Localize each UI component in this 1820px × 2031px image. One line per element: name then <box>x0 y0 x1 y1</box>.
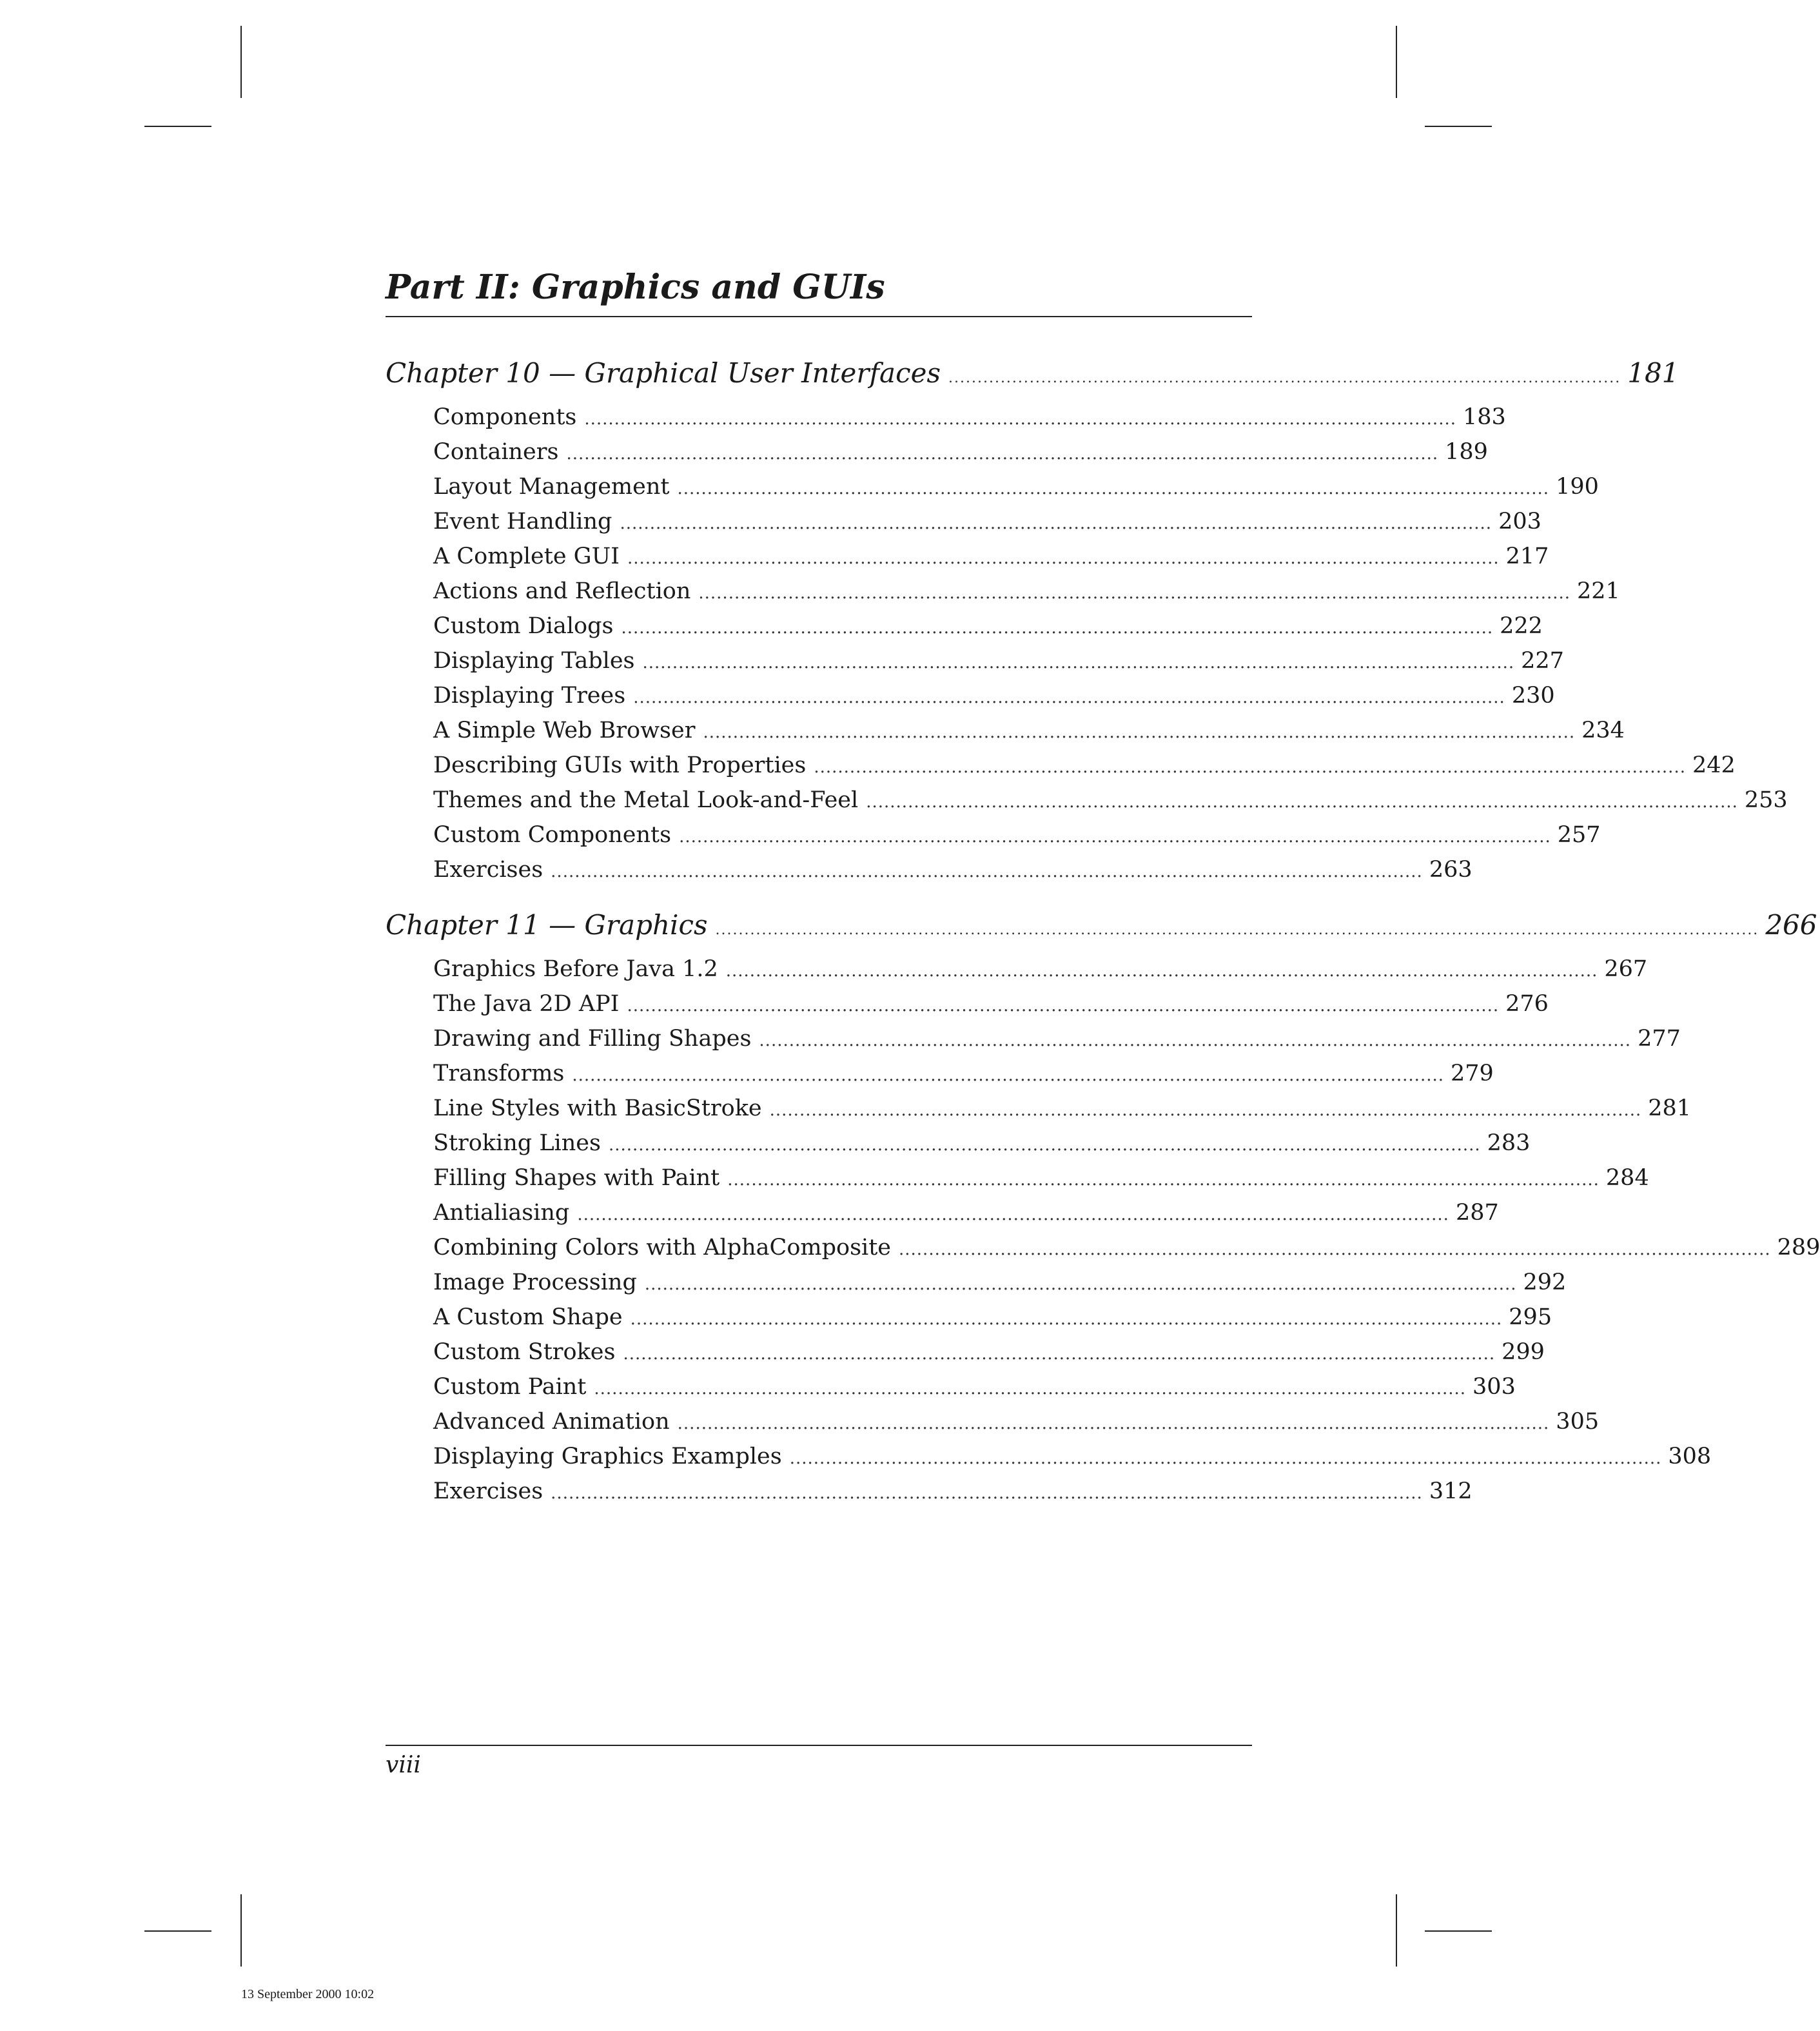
page-folio: viii <box>386 1752 421 1778</box>
dot-leader: .................................................................................................................................................. <box>620 514 1492 533</box>
entry-page-number: 279 <box>1451 1061 1494 1086</box>
dot-leader: .................................................................................................................................................. <box>566 444 1439 464</box>
dot-leader: .................................................................................................................................................. <box>789 1449 1662 1468</box>
entry-title: Image Processing <box>433 1270 637 1295</box>
dot-leader: .................................................................................................................................................. <box>633 688 1505 707</box>
entry-title: Components <box>433 404 577 430</box>
entry-title: Custom Strokes <box>433 1339 616 1365</box>
entry-page-number: 284 <box>1605 1165 1649 1191</box>
dot-leader: .................................................................................................................................................. <box>677 1414 1550 1433</box>
dot-leader: .................................................................................................................................................................................... <box>715 922 1759 938</box>
entry-title: Drawing and Filling Shapes <box>433 1026 752 1052</box>
toc-entry[interactable] <box>433 435 1488 469</box>
entry-title: Custom Paint <box>433 1374 587 1400</box>
entry-title: A Simple Web Browser <box>433 718 696 743</box>
dot-leader: .................................................................................................................... <box>948 370 1621 386</box>
toc-entry[interactable] <box>433 504 1541 539</box>
entry-page-number: 276 <box>1505 991 1549 1017</box>
entry-title: Displaying Tables <box>433 648 635 674</box>
entry-page-number: 289 <box>1777 1235 1820 1261</box>
dot-leader: .................................................................................................................................................. <box>899 1240 1771 1259</box>
toc-entry[interactable] <box>433 1404 1600 1439</box>
crop-mark-bottom-right-horizontal <box>1425 1930 1492 1932</box>
entry-title: Event Handling <box>433 509 612 535</box>
toc-entry[interactable] <box>433 1265 1567 1300</box>
toc-entry[interactable] <box>433 1056 1494 1091</box>
entry-title: Displaying Graphics Examples <box>433 1444 782 1469</box>
entry-page-number: 234 <box>1581 718 1625 743</box>
dot-leader: .................................................................................................................................................. <box>627 996 1500 1016</box>
entry-title: Custom Dialogs <box>433 613 614 639</box>
crop-mark-top-left-horizontal <box>144 126 211 127</box>
table-of-contents <box>386 264 1820 1509</box>
entry-page-number: 230 <box>1511 683 1555 709</box>
entry-page-number: 283 <box>1487 1130 1531 1156</box>
print-timestamp: 13 September 2000 10:02 <box>241 1987 375 2001</box>
entry-page-number: 267 <box>1604 956 1648 982</box>
toc-entry[interactable] <box>433 574 1620 609</box>
part-title-rule <box>386 316 1252 317</box>
toc-entry[interactable] <box>433 1474 1473 1509</box>
toc-entry[interactable] <box>433 469 1599 504</box>
toc-entry[interactable] <box>433 818 1601 852</box>
entry-page-number: 203 <box>1498 509 1541 535</box>
toc-entry[interactable] <box>433 713 1625 748</box>
entry-title: Graphics Before Java 1.2 <box>433 956 718 982</box>
entry-title: Exercises <box>433 857 543 883</box>
toc-entry[interactable] <box>433 1230 1820 1265</box>
chapter-heading[interactable] <box>386 907 1817 944</box>
toc-entry[interactable] <box>433 986 1549 1021</box>
crop-mark-bottom-left-horizontal <box>144 1930 211 1932</box>
toc-entry[interactable] <box>433 1091 1692 1126</box>
toc-entry[interactable] <box>433 1161 1649 1195</box>
toc-entry[interactable] <box>433 1021 1681 1056</box>
entry-title: Themes and the Metal Look-and-Feel <box>433 787 859 813</box>
footer-rule <box>386 1745 1252 1746</box>
chapter-title: Chapter 10 — Graphical User Interfaces <box>386 357 941 389</box>
entry-page-number: 217 <box>1505 544 1549 569</box>
toc-entry[interactable] <box>433 748 1736 783</box>
entry-title: Containers <box>433 439 559 465</box>
crop-mark-top-right-vertical <box>1396 26 1397 98</box>
toc-entry[interactable] <box>433 1369 1516 1404</box>
entry-page-number: 183 <box>1462 404 1506 430</box>
chapter-10 <box>386 355 1788 887</box>
entry-page-number: 257 <box>1557 822 1601 848</box>
chapter-title: Chapter 11 — Graphics <box>386 909 708 941</box>
entry-page-number: 242 <box>1692 752 1736 778</box>
entry-title: Custom Components <box>433 822 672 848</box>
crop-mark-bottom-left-vertical <box>240 1894 242 1967</box>
dot-leader: .................................................................................................................................................. <box>866 792 1738 812</box>
entry-title: Exercises <box>433 1478 543 1504</box>
dot-leader: .................................................................................................................................................. <box>577 1205 1449 1224</box>
dot-leader: .................................................................................................................................................. <box>608 1135 1481 1155</box>
crop-mark-top-right-horizontal <box>1425 126 1492 127</box>
dot-leader: .................................................................................................................................................. <box>677 479 1550 498</box>
entry-title: The Java 2D API <box>433 991 620 1017</box>
chapter-heading[interactable] <box>386 355 1679 392</box>
dot-leader: .................................................................................................................................................. <box>703 723 1576 742</box>
entry-page-number: 303 <box>1473 1374 1516 1400</box>
dot-leader: .................................................................................................................................................. <box>551 1484 1423 1503</box>
entry-title: Filling Shapes with Paint <box>433 1165 720 1191</box>
entry-page-number: 263 <box>1429 857 1473 883</box>
entry-page-number: 227 <box>1521 648 1564 674</box>
section-list <box>386 400 1788 887</box>
entry-page-number: 253 <box>1744 787 1788 813</box>
entry-page-number: 299 <box>1502 1339 1545 1365</box>
section-list <box>386 952 1820 1509</box>
dot-leader: .................................................................................................................................................. <box>727 1170 1600 1190</box>
dot-leader: .................................................................................................................................................. <box>814 758 1686 777</box>
part-title: Part II: Graphics and GUIs <box>386 268 885 307</box>
entry-page-number: 221 <box>1577 578 1620 604</box>
crop-mark-bottom-right-vertical <box>1396 1894 1397 1967</box>
entry-title: Actions and Reflection <box>433 578 691 604</box>
entry-page-number: 292 <box>1523 1270 1567 1295</box>
dot-leader: .................................................................................................................................................. <box>627 549 1500 568</box>
toc-entry[interactable] <box>433 1126 1531 1161</box>
dot-leader: .................................................................................................................................................. <box>769 1101 1642 1120</box>
entry-title: Describing GUIs with Properties <box>433 752 807 778</box>
entry-title: Antialiasing <box>433 1200 570 1226</box>
dot-leader: .................................................................................................................................................. <box>623 1344 1496 1364</box>
toc-entry[interactable] <box>433 1195 1499 1230</box>
entry-page-number: 190 <box>1556 474 1599 500</box>
entry-title: Line Styles with BasicStroke <box>433 1095 762 1121</box>
toc-entry[interactable] <box>433 643 1564 678</box>
dot-leader: .................................................................................................................................................. <box>630 1310 1503 1329</box>
entry-title: Combining Colors with AlphaComposite <box>433 1235 891 1261</box>
dot-leader: .................................................................................................................................................. <box>759 1031 1632 1050</box>
entry-page-number: 295 <box>1509 1304 1552 1330</box>
chapter-page-number: 266 <box>1765 909 1817 941</box>
toc-entry[interactable] <box>433 539 1549 574</box>
entry-page-number: 308 <box>1668 1444 1712 1469</box>
entry-page-number: 277 <box>1638 1026 1681 1052</box>
toc-entry[interactable] <box>433 678 1555 713</box>
entry-page-number: 222 <box>1500 613 1543 639</box>
toc-entry[interactable] <box>433 609 1543 643</box>
entry-title: Layout Management <box>433 474 670 500</box>
dot-leader: .................................................................................................................................................. <box>725 961 1598 981</box>
dot-leader: .................................................................................................................................................. <box>642 653 1515 672</box>
toc-entry[interactable] <box>433 783 1788 818</box>
entry-title: Advanced Animation <box>433 1409 670 1435</box>
chapter-11 <box>386 907 1820 1509</box>
toc-entry[interactable] <box>433 1335 1545 1369</box>
dot-leader: .................................................................................................................................................. <box>551 862 1423 881</box>
toc-entry[interactable] <box>433 852 1473 887</box>
dot-leader: .................................................................................................................................................. <box>572 1066 1444 1085</box>
entry-page-number: 189 <box>1445 439 1488 465</box>
chapter-page-number: 181 <box>1627 357 1679 389</box>
dot-leader: .................................................................................................................................................. <box>698 584 1571 603</box>
dot-leader: .................................................................................................................................................. <box>594 1379 1467 1398</box>
toc-entry[interactable] <box>433 400 1506 435</box>
dot-leader: .................................................................................................................................................. <box>679 827 1551 847</box>
entry-page-number: 312 <box>1429 1478 1473 1504</box>
toc-entry[interactable] <box>433 952 1648 986</box>
entry-page-number: 305 <box>1556 1409 1600 1435</box>
entry-page-number: 287 <box>1455 1200 1499 1226</box>
entry-title: Transforms <box>433 1061 565 1086</box>
dot-leader: .................................................................................................................................................. <box>621 618 1494 638</box>
dot-leader: .................................................................................................................................................. <box>584 409 1456 429</box>
toc-entry[interactable] <box>433 1300 1552 1335</box>
entry-title: A Custom Shape <box>433 1304 623 1330</box>
entry-page-number: 281 <box>1648 1095 1692 1121</box>
entry-title: Stroking Lines <box>433 1130 601 1156</box>
entry-title: Displaying Trees <box>433 683 626 709</box>
entry-title: A Complete GUI <box>433 544 620 569</box>
dot-leader: .................................................................................................................................................. <box>644 1275 1517 1294</box>
crop-mark-top-left-vertical <box>240 26 242 98</box>
toc-entry[interactable] <box>433 1439 1712 1474</box>
